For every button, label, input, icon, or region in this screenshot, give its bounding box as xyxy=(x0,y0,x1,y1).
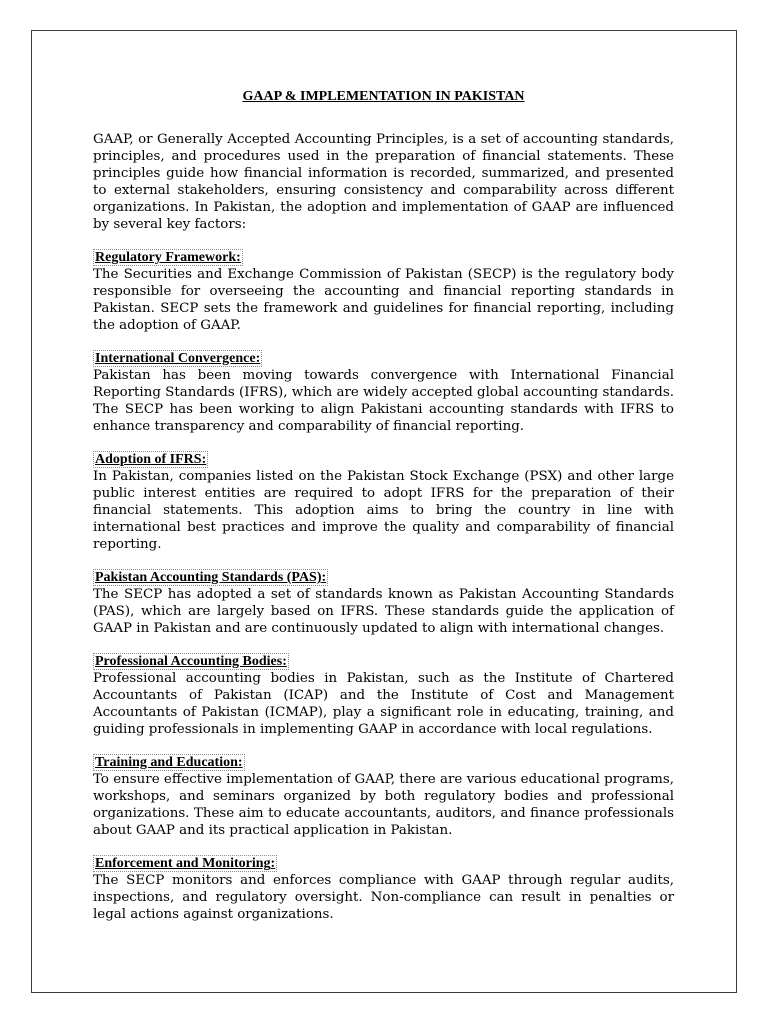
section-heading-text: Professional Accounting Bodies xyxy=(95,654,283,669)
section-pakistan-accounting-standards xyxy=(93,569,674,637)
section-body: The SECP has adopted a set of standards known as Pakistan Accounting Standards (PAS), which are largely based on IFRS. These standards guide the application of GAAP in Pakistan and are continuously updated to align with international changes. xyxy=(93,587,674,636)
section-heading-colon: : xyxy=(255,351,261,366)
heading-box xyxy=(93,569,328,586)
section-heading xyxy=(93,754,674,771)
section-heading-colon: : xyxy=(236,250,241,265)
section-body: The SECP monitors and enforces compliance with GAAP through regular audits, inspections, and regulatory oversight. Non-compliance can result in penalties or legal actions against organizations. xyxy=(93,873,674,922)
heading-box xyxy=(93,249,243,266)
section-enforcement-and-monitoring xyxy=(93,855,674,923)
section-heading-colon: : xyxy=(282,654,287,669)
section-heading xyxy=(93,451,674,468)
heading-box xyxy=(93,653,289,670)
section-heading xyxy=(93,855,674,872)
section-heading-text: International Convergence xyxy=(95,351,256,366)
section-adoption-of-ifrs xyxy=(93,451,674,553)
section-heading-text: Enforcement and Monitoring xyxy=(95,856,271,871)
section-heading-text: Regulatory Framework xyxy=(95,250,237,265)
section-professional-accounting-bodies xyxy=(93,653,674,738)
document-title: GAAP & IMPLEMENTATION IN PAKISTAN xyxy=(242,89,525,104)
section-list xyxy=(93,249,674,923)
heading-box xyxy=(93,451,208,468)
section-heading-text: Training and Education xyxy=(95,755,238,770)
section-international-convergence xyxy=(93,350,674,435)
section-regulatory-framework xyxy=(93,249,674,334)
section-heading-text: Adoption of IFRS xyxy=(95,452,202,467)
section-body: The Securities and Exchange Commission of Pakistan (SECP) is the regulatory body responsible for overseeing the accounting and financial reporting standards in Pakistan. SECP sets the framework and guidelines for financial reporting, including the adoption of GAAP. xyxy=(93,267,674,333)
section-heading-colon: : xyxy=(237,755,243,770)
section-heading-colon: : xyxy=(270,856,276,871)
heading-box xyxy=(93,350,262,367)
section-heading-colon: : xyxy=(321,570,327,585)
section-heading-colon: : xyxy=(201,452,207,467)
heading-box xyxy=(93,754,245,771)
heading-box xyxy=(93,855,277,872)
section-body: In Pakistan, companies listed on the Pakistan Stock Exchange (PSX) and other large public interest entities are required to adopt IFRS for the preparation of their financial statements. This adoption aims to bring the country in line with international best practices and improve the quality and comparability of financial reporting. xyxy=(93,469,674,552)
section-heading xyxy=(93,350,674,367)
section-heading-text: Pakistan Accounting Standards (PAS) xyxy=(95,570,322,585)
section-heading xyxy=(93,653,674,670)
section-body: Professional accounting bodies in Pakistan, such as the Institute of Chartered Accountants of Pakistan (ICAP) and the Institute of Cost and Management Accountants of Pakistan (ICMAP), play a significant role in educating, training, and guiding professionals in implementing GAAP in accordance with local regulations. xyxy=(93,671,674,737)
section-heading xyxy=(93,249,674,266)
section-body: To ensure effective implementation of GAAP, there are various educational programs, workshops, and seminars organized by both regulatory bodies and professional organizations. These aim to educate accountants, auditors, and finance professionals about GAAP and its practical application in Pakistan. xyxy=(93,772,674,838)
section-training-and-education xyxy=(93,754,674,839)
intro-paragraph: GAAP, or Generally Accepted Accounting Principles, is a set of accounting standards, principles, and procedures used in the preparation of financial statements. These principles guide how financial information is recorded, summarized, and presented to external stakeholders, ensuring consistency and comparability across different organizations. In Pakistan, the adoption and implementation of GAAP are influenced by several key factors: xyxy=(93,132,674,232)
section-heading xyxy=(93,569,674,586)
document-body xyxy=(93,87,674,923)
section-body: Pakistan has been moving towards convergence with International Financial Reporting Standards (IFRS), which are widely accepted global accounting standards. The SECP has been working to align Pakistani accounting standards with IFRS to enhance transparency and comparability of financial reporting. xyxy=(93,368,674,434)
